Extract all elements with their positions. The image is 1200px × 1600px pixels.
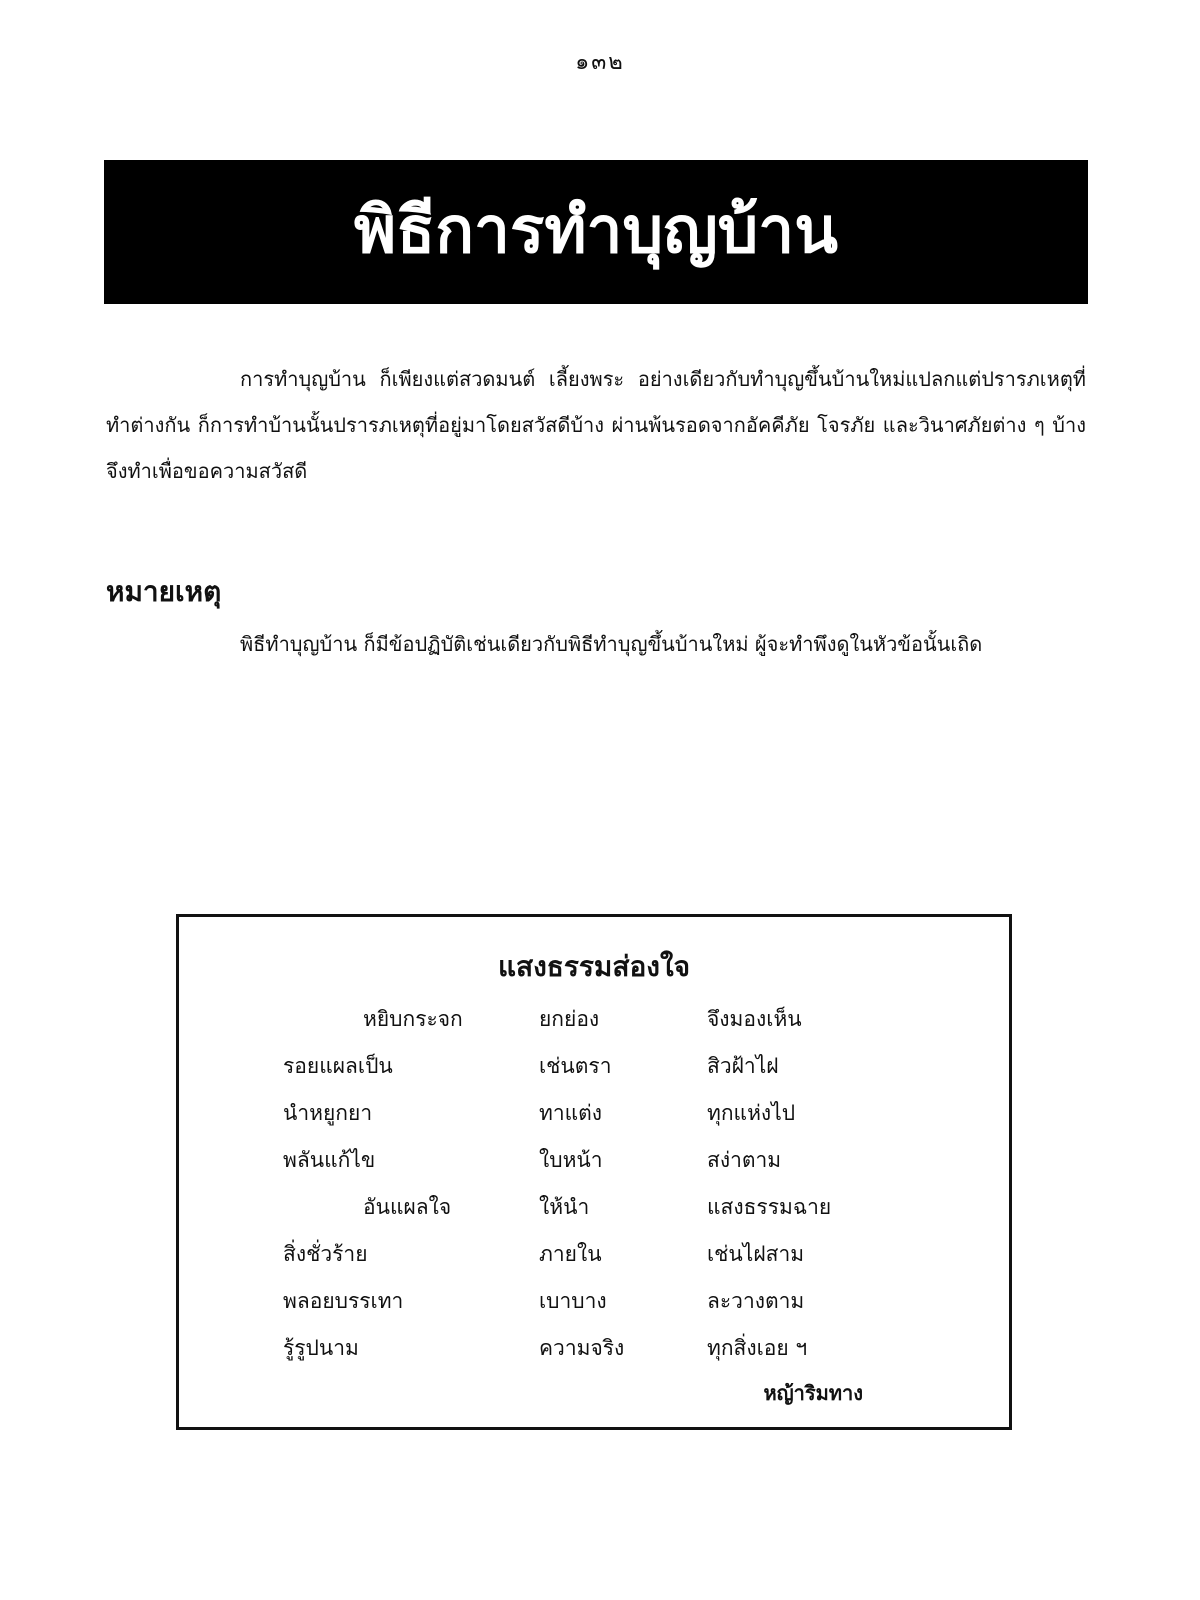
poem-word: ยกย่อง <box>539 1007 600 1031</box>
poem-line <box>179 1097 1009 1131</box>
poem-word: อันแผลใจ <box>363 1195 452 1219</box>
poem-author: หญ้าริมทาง <box>763 1381 863 1405</box>
note-text: พิธีทำบุญบ้าน ก็มีข้อปฏิบัติเช่นเดียวกับพิธีทำบุญขึ้นบ้านใหม่ ผู้จะทำพึงดูในหัวข้อนั้นเถิด <box>240 632 983 656</box>
poem-word: สิวฝ้าไฝ <box>707 1054 779 1078</box>
poem-box <box>176 914 1012 1430</box>
poem-word: ความจริง <box>539 1336 625 1360</box>
title-banner <box>104 160 1088 304</box>
poem-line <box>179 1144 1009 1178</box>
poem-line <box>179 1191 1009 1225</box>
poem-line <box>179 1332 1009 1366</box>
poem-line <box>179 1238 1009 1272</box>
poem-line <box>179 1003 1009 1037</box>
poem-line <box>179 1050 1009 1084</box>
note-heading: หมายเหตุ <box>106 575 222 608</box>
poem-word: ให้นำ <box>539 1195 590 1219</box>
poem-word: รู้รูปนาม <box>283 1336 359 1360</box>
poem-word: จึงมองเห็น <box>707 1007 802 1031</box>
poem-title: แสงธรรมส่องใจ <box>497 950 691 983</box>
page-number: ๑๓๒ <box>575 50 625 75</box>
poem-word: นำหยูกยา <box>283 1101 373 1125</box>
poem-word: สิ่งชั่วร้าย <box>283 1242 368 1266</box>
poem-word: เช่นตรา <box>539 1054 612 1078</box>
poem-word: เบาบาง <box>539 1289 607 1313</box>
poem-word: ทุกแห่งไป <box>707 1101 796 1125</box>
poem-word: พลอยบรรเทา <box>283 1289 404 1313</box>
intro-paragraph: การทำบุญบ้าน ก็เพียงแต่สวดมนต์ เลี้ยงพระ อย่างเดียวกับทำบุญขึ้นบ้านใหม่แปลกแต่ปรารภเหตุที่ทำต่างกัน ก็การทำบ้านนั้นปรารภเหตุที่อยู่มาโดยสวัสดีบ้าง ผ่านพ้นรอดจากอัคคีภัย โจรภัย และวินาศภัยต่าง ๆ บ้าง จึงทำเพื่อขอความสวัสดี <box>106 367 1086 483</box>
poem-line <box>179 1285 1009 1319</box>
poem-word: ใบหน้า <box>539 1148 603 1172</box>
page-title: พิธีการทำบุญบ้าน <box>354 194 838 269</box>
poem-word: ทุกสิ่งเอย ฯ <box>707 1336 808 1360</box>
poem-word: สง่าตาม <box>707 1148 782 1172</box>
poem-word: ละวางตาม <box>707 1289 805 1313</box>
poem-word: แสงธรรมฉาย <box>707 1195 832 1219</box>
poem-word: พลันแก้ไข <box>283 1148 376 1172</box>
poem-word: เช่นไฝสาม <box>707 1242 805 1266</box>
poem-word: รอยแผลเป็น <box>283 1054 393 1078</box>
poem-word: ภายใน <box>539 1242 602 1266</box>
poem-word: หยิบกระจก <box>363 1007 463 1031</box>
poem-word: ทาแต่ง <box>539 1101 603 1125</box>
